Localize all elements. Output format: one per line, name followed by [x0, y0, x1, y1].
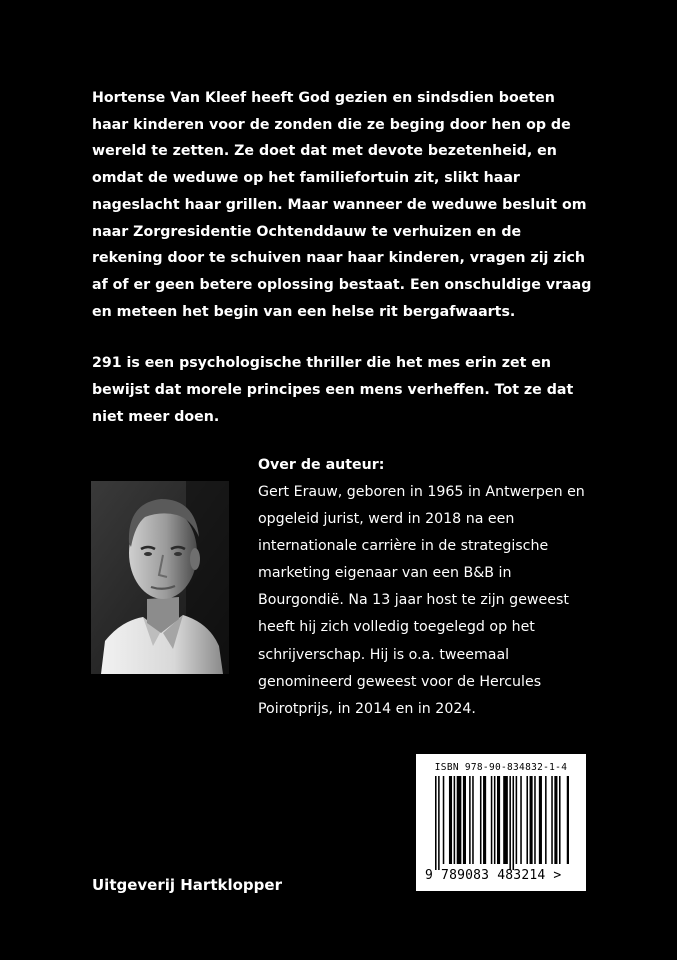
author-heading: Over de auteur: [258, 457, 385, 473]
barcode-bar [554, 776, 557, 864]
barcode-digits: 9 789083 483214 > [425, 868, 562, 883]
barcode-bar [513, 776, 515, 870]
isbn-barcode [416, 754, 586, 891]
barcode-bar [520, 776, 522, 864]
barcode-bar [539, 776, 542, 864]
barcode-bar [509, 776, 511, 870]
isbn-label: ISBN 978-90-834832-1-4 [434, 762, 568, 773]
barcode-bar [526, 776, 528, 864]
back-cover-blurb [92, 85, 592, 430]
barcode-bar [438, 776, 440, 870]
barcode-bar [551, 776, 553, 864]
blurb-paragraph-2: 291 is een psychologische thriller die het mes erin zet en bewijst dat morele principes een mens verheffen. Tot ze dat niet meer doen. [92, 355, 574, 425]
barcode-bar [491, 776, 493, 864]
barcode-bars [435, 776, 569, 870]
barcode-bar [559, 776, 561, 864]
barcode-bar [454, 776, 456, 864]
barcode-bar [469, 776, 471, 864]
author-bio: Gert Erauw, geboren in 1965 in Antwerpen en opgeleid jurist, werd in 2018 na een internationale carrière in de strategische marketing eigenaar van een B&B in Bourgondië. Na 13 jaar host te zijn geweest heeft hij zich volledig toegelegd op het schrijverschap. Hij is o.a. tweemaal genomineerd geweest voor de Hercules Poirotprijs, in 2014 en in 2024. [258, 484, 585, 717]
barcode-bar [497, 776, 500, 864]
barcode-bar [449, 776, 452, 864]
barcode-bar [443, 776, 445, 864]
barcode-bar [483, 776, 486, 864]
barcode-bar [494, 776, 496, 864]
barcode-bar [545, 776, 547, 864]
barcode-bar [435, 776, 437, 870]
barcode-bar [472, 776, 474, 864]
barcode-bar [457, 776, 462, 864]
barcode-bar [463, 776, 466, 864]
publisher-name: Uitgeverij Hartklopper [92, 876, 282, 894]
barcode-bar [503, 776, 508, 864]
barcode-bar [567, 776, 569, 864]
author-portrait-image [91, 481, 229, 674]
barcode-bar [480, 776, 482, 864]
barcode-bar [516, 776, 518, 864]
blurb-paragraph-1: Hortense Van Kleef heeft God gezien en sindsdien boeten haar kinderen voor de zonden die ze beging door hen op de wereld te zetten. Ze doet dat met devote bezetenheid, en omdat de weduwe op het familiefortuin zit, slikt haar nageslacht haar grillen. Maar wanneer de weduwe besluit om naar Zorgresidentie Ochtenddauw te verhuizen en de rekening door te schuiven naar haar kinderen, vragen zij zich af of er geen betere oplossing bestaat. Een onschuldige vraag en meteen het begin van een helse rit bergafwaarts. [92, 90, 592, 320]
barcode-bar [534, 776, 536, 864]
barcode-bar [530, 776, 533, 864]
author-photo [91, 481, 229, 674]
